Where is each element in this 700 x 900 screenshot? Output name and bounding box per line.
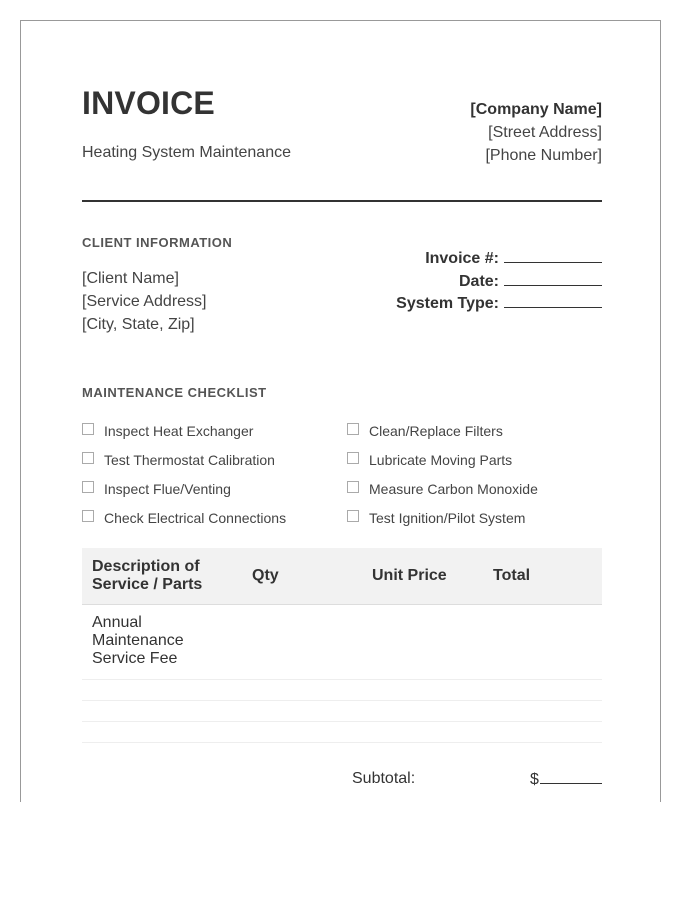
checklist-item[interactable]: [347, 450, 512, 470]
system-type-label: System Type:: [396, 295, 499, 312]
checkbox[interactable]: [347, 481, 359, 493]
table-row-empty[interactable]: [82, 680, 602, 701]
system-type-field[interactable]: [504, 293, 602, 308]
client-info: [82, 267, 207, 336]
date-row: [396, 271, 602, 294]
checklist-heading: MAINTENANCE CHECKLIST: [82, 385, 267, 400]
checklist-item-label: Test Thermostat Calibration: [104, 452, 275, 468]
checklist-item-label: Inspect Flue/Venting: [104, 481, 231, 497]
subtotal-label: Subtotal:: [352, 770, 416, 787]
checklist-item-label: Inspect Heat Exchanger: [104, 423, 254, 439]
checkbox[interactable]: [82, 423, 94, 435]
checkbox[interactable]: [82, 452, 94, 464]
column-header-total: Total: [493, 567, 531, 584]
checklist-item[interactable]: [82, 450, 275, 470]
column-header-description: Description of Service / Parts: [92, 558, 203, 593]
subtotal-value[interactable]: [530, 770, 602, 789]
date-label: Date:: [458, 272, 499, 290]
table-row[interactable]: [82, 605, 602, 680]
company-street: [Street Address]: [488, 124, 602, 141]
client-city: [City, State, Zip]: [82, 316, 195, 333]
checklist-item[interactable]: [82, 479, 231, 499]
checkbox[interactable]: [347, 510, 359, 522]
invoice-number-label: Invoice #:: [425, 250, 499, 267]
header-divider: [82, 200, 602, 202]
checklist-item[interactable]: [347, 421, 503, 441]
invoice-subtitle: Heating System Maintenance: [82, 144, 291, 161]
currency-symbol: $: [530, 771, 539, 788]
checkbox[interactable]: [347, 423, 359, 435]
checklist-item-label: Measure Carbon Monoxide: [369, 481, 538, 497]
company-name: [Company Name]: [470, 101, 602, 118]
subtotal-field-line: [540, 770, 602, 784]
invoice-number-field[interactable]: [504, 248, 602, 263]
invoice-number-row: [396, 248, 602, 271]
row-description: Annual Maintenance Service Fee: [92, 614, 184, 667]
column-header-qty: Qty: [252, 567, 279, 584]
client-address: [Service Address]: [82, 293, 207, 310]
table-row-empty[interactable]: [82, 722, 602, 743]
line-items-table: [82, 548, 602, 743]
checklist-item[interactable]: [82, 421, 253, 441]
checklist-item-label: Clean/Replace Filters: [369, 423, 503, 439]
table-header: [82, 548, 602, 605]
invoice-meta: [396, 248, 602, 316]
invoice-page: [20, 20, 661, 802]
checklist-item-label: Test Ignition/Pilot System: [369, 510, 526, 526]
date-field[interactable]: [504, 271, 602, 286]
checklist-item[interactable]: [82, 508, 286, 528]
system-type-row: [396, 293, 602, 316]
checklist-item[interactable]: [347, 508, 525, 528]
client-info-heading: CLIENT INFORMATION: [82, 235, 233, 250]
checkbox[interactable]: [82, 510, 94, 522]
checklist-item[interactable]: [347, 479, 538, 499]
invoice-title: INVOICE: [82, 85, 215, 121]
table-row-empty[interactable]: [82, 701, 602, 722]
checklist-item-label: Lubricate Moving Parts: [369, 452, 513, 468]
checklist-item-label: Check Electrical Connections: [104, 510, 287, 526]
column-header-unit-price: Unit Price: [372, 567, 447, 584]
client-name: [Client Name]: [82, 270, 179, 287]
company-info: [470, 98, 602, 167]
checkbox[interactable]: [82, 481, 94, 493]
company-phone: [Phone Number]: [485, 147, 602, 164]
checkbox[interactable]: [347, 452, 359, 464]
